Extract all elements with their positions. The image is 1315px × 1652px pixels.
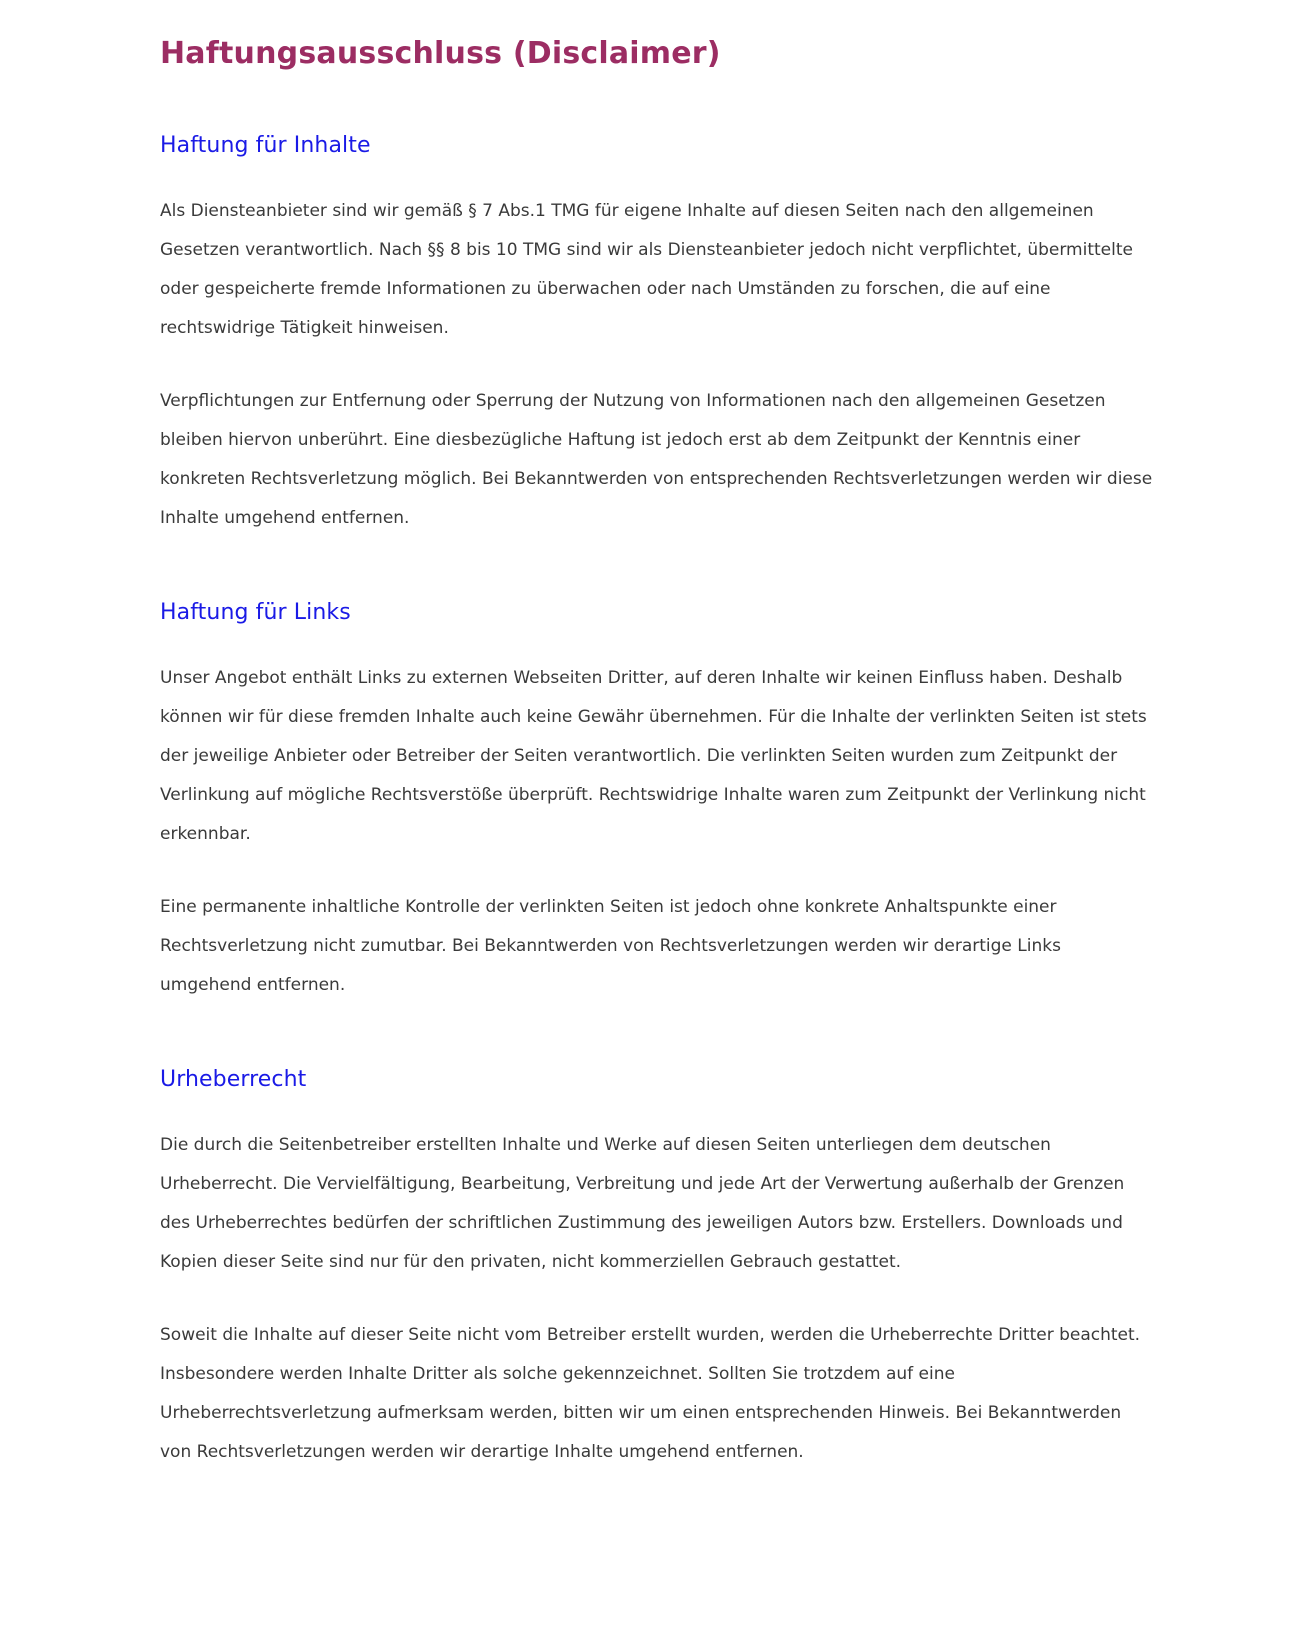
section-urheberrecht [160,1067,1155,1472]
paragraph: Als Diensteanbieter sind wir gemäß § 7 Abs.1 TMG für eigene Inhalte auf diesen Seiten nach den allgemeinen Gesetzen verantwortlich. Nach §§ 8 bis 10 TMG sind wir als Diensteanbieter jedoch nicht verpflichtet, übermittelte oder gespeicherte fremde Informationen zu überwachen oder nach Umständen zu forschen, die auf eine rechtswidrige Tätigkeit hinweisen. [160,201,1133,338]
page-title: Haftungsausschluss (Disclaimer) [160,36,721,71]
section-heading-haftung-fuer-inhalte: Haftung für Inhalte [160,133,371,158]
paragraph: Soweit die Inhalte auf dieser Seite nicht vom Betreiber erstellt wurden, werden die Urheberrechte Dritter beachtet. Insbesondere werden Inhalte Dritter als solche gekennzeichnet. Sollten Sie trotzdem auf eine Urheberrechtsverletzung aufmerksam werden, bitten wir um einen entsprechenden Hinweis. Bei Bekanntwerden von Rechtsverletzungen werden wir derartige Inhalte umgehend entfernen. [160,1325,1141,1462]
paragraph: Die durch die Seitenbetreiber erstellten Inhalte und Werke auf diesen Seiten unterliegen dem deutschen Urheberrecht. Die Vervielfältigung, Bearbeitung, Verbreitung und jede Art der Verwertung außerhalb der Grenzen des Urheberrechtes bedürfen der schriftlichen Zustimmung des jeweiligen Autors bzw. Erstellers. Downloads und Kopien dieser Seite sind nur für den privaten, nicht kommerziellen Gebrauch gestattet. [160,1135,1125,1272]
section-haftung-fuer-links [160,600,1155,1005]
section-heading-haftung-fuer-links: Haftung für Links [160,600,351,625]
paragraph: Verpflichtungen zur Entfernung oder Sperrung der Nutzung von Informationen nach den allgemeinen Gesetzen bleiben hiervon unberührt. Eine diesbezügliche Haftung ist jedoch erst ab dem Zeitpunkt der Kenntnis einer konkreten Rechtsverletzung möglich. Bei Bekanntwerden von entsprechenden Rechtsverletzungen werden wir diese Inhalte umgehend entfernen. [160,391,1153,528]
paragraph: Unser Angebot enthält Links zu externen Webseiten Dritter, auf deren Inhalte wir keinen Einfluss haben. Deshalb können wir für diese fremden Inhalte auch keine Gewähr übernehmen. Für die Inhalte der verlinkten Seiten ist stets der jeweilige Anbieter oder Betreiber der Seiten verantwortlich. Die verlinkten Seiten wurden zum Zeitpunkt der Verlinkung auf mögliche Rechtsverstöße überprüft. Rechtswidrige Inhalte waren zum Zeitpunkt der Verlinkung nicht erkennbar. [160,668,1147,844]
paragraph: Eine permanente inhaltliche Kontrolle der verlinkten Seiten ist jedoch ohne konkrete Anhaltspunkte einer Rechtsverletzung nicht zumutbar. Bei Bekanntwerden von Rechtsverletzungen werden wir derartige Links umgehend entfernen. [160,897,1061,995]
section-haftung-fuer-inhalte [160,133,1155,538]
section-heading-urheberrecht: Urheberrecht [160,1067,307,1092]
